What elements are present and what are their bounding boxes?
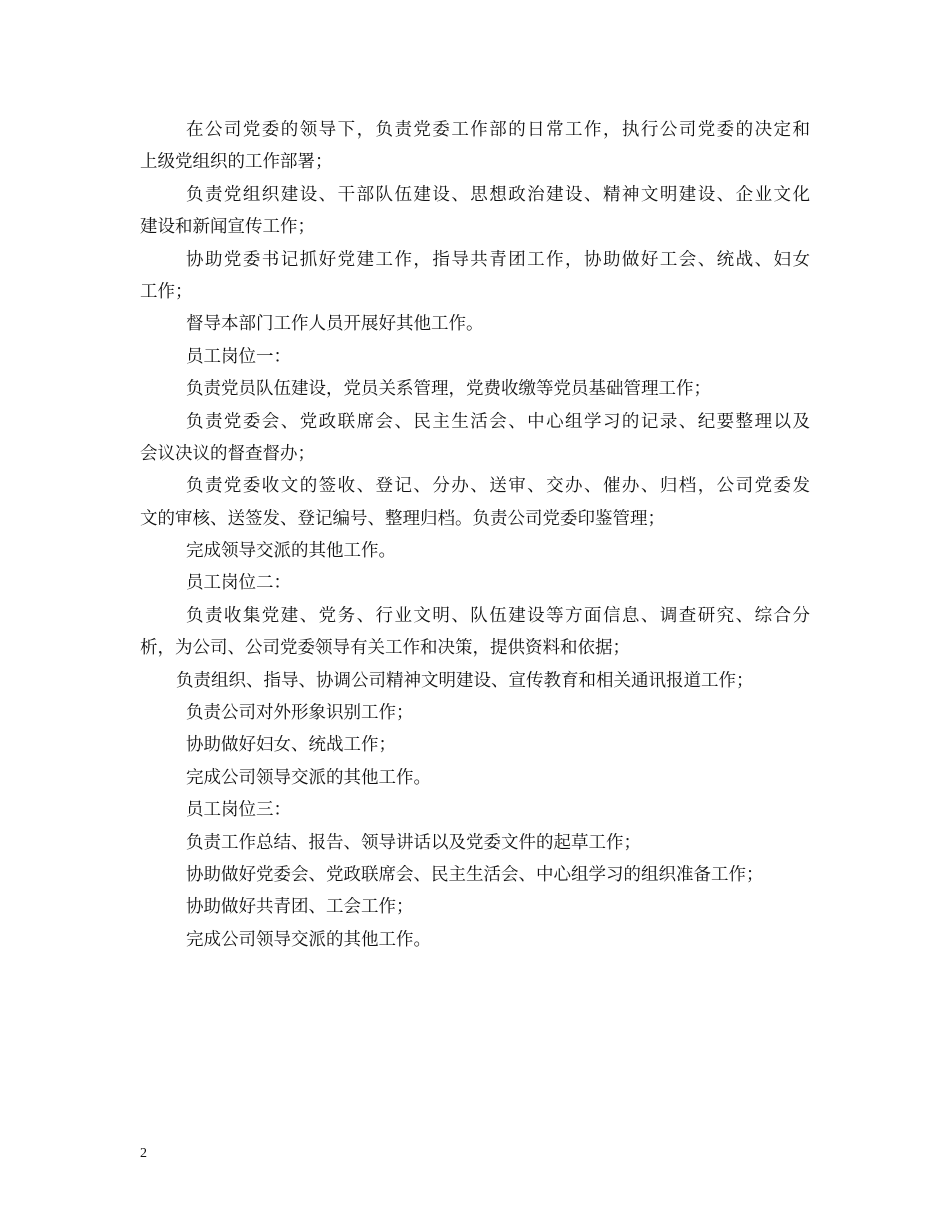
text-line: 协助做好共青团、工会工作；: [186, 897, 414, 918]
text-line: 负责党委会、党政联席会、民主生活会、中心组学习的记录、纪要整理以及: [186, 411, 810, 432]
text-line: 完成公司领导交派的其他工作。: [186, 929, 431, 950]
section-heading: 员工岗位三：: [186, 800, 291, 821]
text-line: 析，为公司、公司党委领导有关工作和决策，提供资料和依据；: [140, 638, 630, 659]
text-line: 完成公司领导交派的其他工作。: [186, 767, 431, 788]
text-line: 建设和新闻宣传工作；: [140, 217, 315, 238]
text-line: 文的审核、送签发、登记编号、整理归档。负责公司党委印鉴管理；: [140, 508, 665, 529]
text-line: 在公司党委的领导下，负责党委工作部的日常工作，执行公司党委的决定和: [186, 120, 810, 140]
section-heading: 员工岗位一：: [186, 346, 291, 367]
section-heading: 员工岗位二：: [186, 573, 291, 594]
text-line: 负责党组织建设、干部队伍建设、思想政治建设、精神文明建设、企业文化: [186, 184, 810, 205]
text-line: 督导本部门工作人员开展好其他工作。: [186, 314, 484, 335]
text-line: 工作；: [140, 281, 193, 302]
text-line: 负责收集党建、党务、行业文明、队伍建设等方面信息、调查研究、综合分: [186, 605, 810, 626]
text-line: 协助做好妇女、统战工作；: [186, 735, 396, 756]
text-line: 会议决议的督查督办；: [140, 443, 315, 464]
text-line: 协助做好党委会、党政联席会、民主生活会、中心组学习的组织准备工作；: [186, 864, 764, 885]
text-line: 上级党组织的工作部署；: [140, 152, 333, 173]
document-body: [140, 114, 810, 956]
page-number: 2: [140, 1146, 147, 1161]
text-line: 负责工作总结、报告、领导讲话以及党委文件的起草工作；: [186, 832, 641, 853]
text-line: 负责组织、指导、协调公司精神文明建设、宣传教育和相关通讯报道工作；: [176, 670, 754, 691]
text-line: 负责党委收文的签收、登记、分办、送审、交办、催办、归档，公司党委发: [186, 476, 810, 497]
text-line: 负责公司对外形象识别工作；: [186, 703, 414, 724]
text-line: 完成领导交派的其他工作。: [186, 541, 396, 562]
text-line: 协助党委书记抓好党建工作，指导共青团工作，协助做好工会、统战、妇女: [186, 249, 810, 270]
text-line: 负责党员队伍建设，党员关系管理，党费收缴等党员基础管理工作；: [186, 379, 711, 400]
